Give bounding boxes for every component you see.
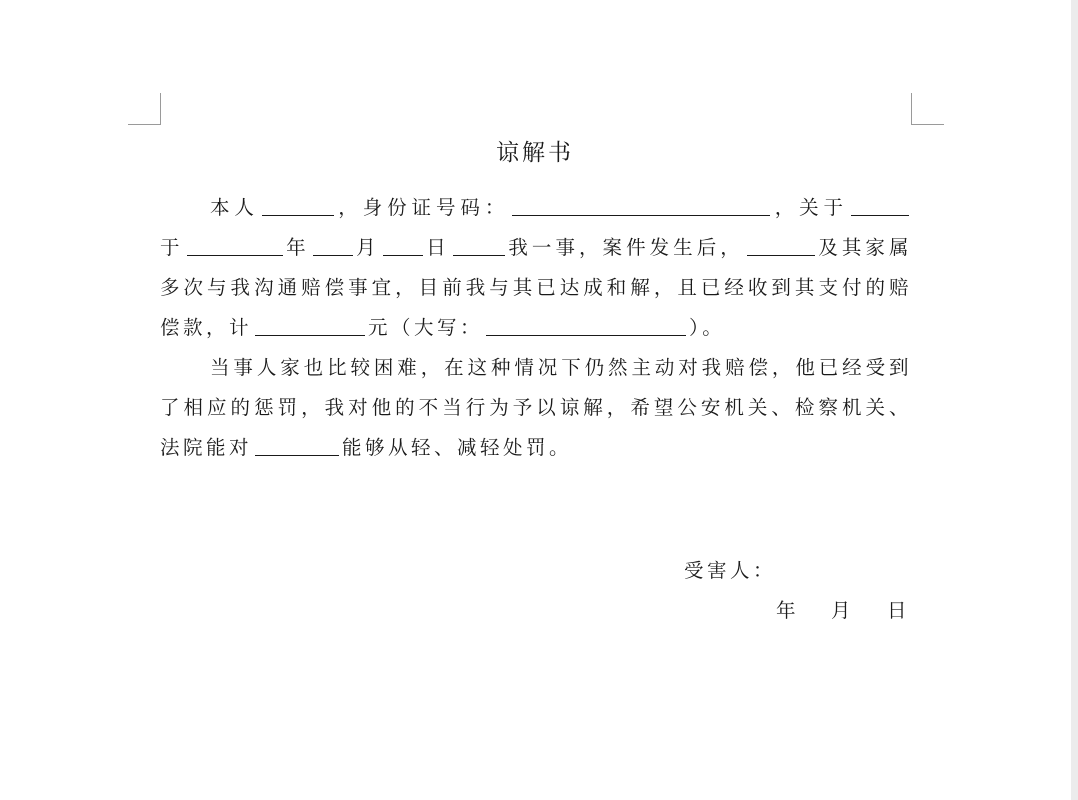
amount-uppercase-blank[interactable] [486,315,686,336]
paragraph-1 [160,188,912,348]
year-blank[interactable] [187,235,283,256]
text-segment: 元（大写： [368,316,484,339]
victim-signature-label: 受害人： [684,559,777,582]
date-month-label: 月 [831,599,851,622]
text-segment: 日 [425,236,450,259]
offender-name-blank[interactable] [255,435,339,456]
amount-blank[interactable] [255,315,365,336]
text-segment: 月 [355,236,380,259]
text-segment: 我一事，案件发生后， [507,236,744,259]
date-year-label: 年 [776,599,796,622]
text-segment: 当事人家也比较困难，在这种情况下仍然主动对我赔偿，他已经受到了相应的惩罚，我对他的不当行为予以谅解，希望公安机关、检察机关、法院能对 [160,356,912,459]
offender-blank[interactable] [747,235,815,256]
party-name-blank[interactable] [851,195,909,216]
name-blank[interactable] [262,195,334,216]
crop-mark-top-right [911,93,944,125]
text-segment: ，身份证号码： [336,196,510,219]
text-segment: 能够从轻、减轻处罚。 [342,436,573,459]
month-blank[interactable] [313,235,353,256]
text-segment: ，关于 [773,196,848,219]
day-blank[interactable] [383,235,423,256]
text-segment: 及其家属多次与我沟通赔偿事宜，目前我与其已达成和解，且已经收到其支付的赔偿款，计 [160,236,912,339]
page-edge [1071,0,1078,800]
document-title: 谅解书 [496,140,574,166]
crop-mark-top-left [128,93,161,125]
text-segment: 年 [285,236,310,259]
text-segment: 于 [160,236,184,259]
id-number-blank[interactable] [512,195,770,216]
paragraph-2 [160,348,912,468]
text-segment: ）。 [689,316,726,339]
text-segment: 本人 [210,196,259,219]
date-day-label: 日 [887,599,907,622]
incident-blank[interactable] [453,235,505,256]
document-body [160,188,912,468]
